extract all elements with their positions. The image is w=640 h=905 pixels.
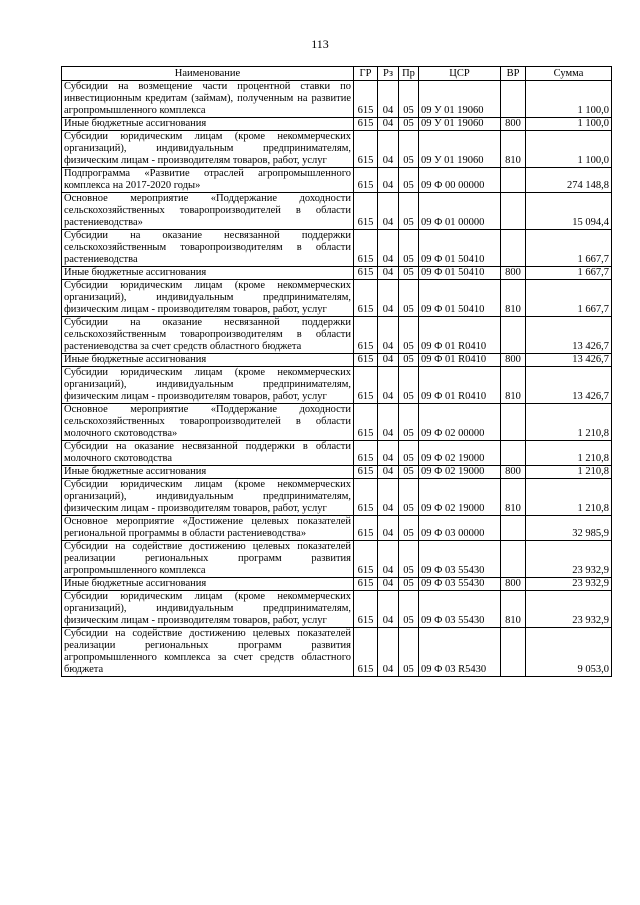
cell-pr: 05	[399, 230, 419, 267]
cell-sum: 1 667,7	[526, 267, 612, 280]
table-row	[62, 441, 612, 466]
cell-name: Субсидии юридическим лицам (кроме некоммерческих организаций), индивидуальным предпринимателям, физическим лицам - производителям товаров, работ, услуг	[62, 131, 354, 168]
cell-sum: 1 100,0	[526, 81, 612, 118]
cell-csr: 09 Ф 02 19000	[419, 441, 501, 466]
cell-name: Иные бюджетные ассигнования	[62, 118, 354, 131]
table-row	[62, 628, 612, 677]
cell-csr: 09 Ф 03 55430	[419, 541, 501, 578]
cell-name: Субсидии на оказание несвязанной поддержки сельскохозяйственным товаропроизводителям в области растениеводства	[62, 230, 354, 267]
cell-name: Иные бюджетные ассигнования	[62, 267, 354, 280]
cell-sum: 23 932,9	[526, 541, 612, 578]
cell-name: Субсидии юридическим лицам (кроме некоммерческих организаций), индивидуальным предпринимателям, физическим лицам - производителям товаров, работ, услуг	[62, 280, 354, 317]
cell-csr: 09 Ф 01 R0410	[419, 317, 501, 354]
cell-csr: 09 Ф 03 55430	[419, 578, 501, 591]
cell-vr: 800	[501, 118, 526, 131]
cell-sum: 9 053,0	[526, 628, 612, 677]
cell-rz: 04	[378, 354, 399, 367]
table-row	[62, 317, 612, 354]
column-header-csr: ЦСР	[419, 67, 501, 81]
cell-gr: 615	[354, 367, 378, 404]
cell-pr: 05	[399, 628, 419, 677]
cell-name: Субсидии юридическим лицам (кроме некоммерческих организаций), индивидуальным предпринимателям, физическим лицам - производителям товаров, работ, услуг	[62, 591, 354, 628]
table-row	[62, 168, 612, 193]
cell-vr: 810	[501, 479, 526, 516]
cell-csr: 09 Ф 03 R5430	[419, 628, 501, 677]
cell-vr: 810	[501, 280, 526, 317]
cell-pr: 05	[399, 466, 419, 479]
cell-rz: 04	[378, 591, 399, 628]
cell-name: Основное мероприятие «Поддержание доходности сельскохозяйственных товаропроизводителей в области молочного скотоводства»	[62, 404, 354, 441]
cell-rz: 04	[378, 367, 399, 404]
cell-name: Основное мероприятие «Поддержание доходности сельскохозяйственных товаропроизводителей в области растениеводства»	[62, 193, 354, 230]
cell-csr: 09 Ф 01 50410	[419, 267, 501, 280]
budget-table	[61, 66, 612, 677]
table-row	[62, 131, 612, 168]
cell-vr	[501, 193, 526, 230]
cell-gr: 615	[354, 628, 378, 677]
table-row	[62, 479, 612, 516]
cell-rz: 04	[378, 441, 399, 466]
cell-csr: 09 Ф 03 00000	[419, 516, 501, 541]
cell-sum: 1 210,8	[526, 466, 612, 479]
cell-gr: 615	[354, 441, 378, 466]
cell-pr: 05	[399, 591, 419, 628]
column-header-rz: Рз	[378, 67, 399, 81]
table-row	[62, 230, 612, 267]
cell-pr: 05	[399, 441, 419, 466]
table-row	[62, 466, 612, 479]
cell-pr: 05	[399, 81, 419, 118]
column-header-pr: Пр	[399, 67, 419, 81]
column-header-vr: ВР	[501, 67, 526, 81]
cell-csr: 09 Ф 02 19000	[419, 466, 501, 479]
cell-csr: 09 Ф 01 R0410	[419, 367, 501, 404]
table-row	[62, 118, 612, 131]
cell-name: Субсидии на содействие достижению целевых показателей реализации региональных программ развития агропромышленного комплекса за счет средств областного бюджета	[62, 628, 354, 677]
cell-pr: 05	[399, 280, 419, 317]
cell-vr	[501, 81, 526, 118]
cell-csr: 09 У 01 19060	[419, 118, 501, 131]
cell-gr: 615	[354, 317, 378, 354]
cell-vr: 810	[501, 591, 526, 628]
cell-rz: 04	[378, 131, 399, 168]
cell-sum: 15 094,4	[526, 193, 612, 230]
cell-vr: 810	[501, 367, 526, 404]
cell-sum: 1 100,0	[526, 131, 612, 168]
cell-rz: 04	[378, 404, 399, 441]
cell-csr: 09 Ф 02 19000	[419, 479, 501, 516]
table-row	[62, 404, 612, 441]
cell-gr: 615	[354, 193, 378, 230]
cell-name: Иные бюджетные ассигнования	[62, 578, 354, 591]
cell-sum: 1 210,8	[526, 404, 612, 441]
table-row	[62, 267, 612, 280]
cell-name: Субсидии юридическим лицам (кроме некоммерческих организаций), индивидуальным предпринимателям, физическим лицам - производителям товаров, работ, услуг	[62, 479, 354, 516]
cell-vr	[501, 541, 526, 578]
cell-rz: 04	[378, 317, 399, 354]
cell-vr: 810	[501, 131, 526, 168]
cell-gr: 615	[354, 354, 378, 367]
table-row	[62, 81, 612, 118]
cell-gr: 615	[354, 591, 378, 628]
cell-vr	[501, 516, 526, 541]
cell-pr: 05	[399, 267, 419, 280]
cell-gr: 615	[354, 267, 378, 280]
cell-rz: 04	[378, 541, 399, 578]
cell-vr	[501, 168, 526, 193]
cell-gr: 615	[354, 168, 378, 193]
table-row	[62, 354, 612, 367]
cell-pr: 05	[399, 193, 419, 230]
cell-pr: 05	[399, 479, 419, 516]
table-row	[62, 193, 612, 230]
cell-vr	[501, 230, 526, 267]
cell-name: Иные бюджетные ассигнования	[62, 354, 354, 367]
cell-vr: 800	[501, 578, 526, 591]
cell-pr: 05	[399, 354, 419, 367]
cell-csr: 09 Ф 01 50410	[419, 230, 501, 267]
cell-sum: 23 932,9	[526, 591, 612, 628]
cell-pr: 05	[399, 367, 419, 404]
cell-name: Иные бюджетные ассигнования	[62, 466, 354, 479]
cell-rz: 04	[378, 193, 399, 230]
cell-gr: 615	[354, 230, 378, 267]
cell-rz: 04	[378, 516, 399, 541]
cell-vr: 800	[501, 466, 526, 479]
page-number: 113	[311, 37, 329, 51]
table-row	[62, 367, 612, 404]
cell-csr: 09 Ф 01 00000	[419, 193, 501, 230]
column-header-sum: Сумма	[526, 67, 612, 81]
cell-rz: 04	[378, 479, 399, 516]
cell-rz: 04	[378, 230, 399, 267]
cell-sum: 32 985,9	[526, 516, 612, 541]
cell-gr: 615	[354, 280, 378, 317]
cell-vr	[501, 628, 526, 677]
table-row	[62, 541, 612, 578]
cell-gr: 615	[354, 479, 378, 516]
table-row	[62, 578, 612, 591]
table-row	[62, 591, 612, 628]
cell-name: Подпрограмма «Развитие отраслей агропромышленного комплекса на 2017-2020 годы»	[62, 168, 354, 193]
cell-gr: 615	[354, 466, 378, 479]
cell-csr: 09 Ф 00 00000	[419, 168, 501, 193]
cell-vr: 800	[501, 267, 526, 280]
cell-rz: 04	[378, 280, 399, 317]
table-row	[62, 516, 612, 541]
cell-gr: 615	[354, 578, 378, 591]
cell-csr: 09 Ф 02 00000	[419, 404, 501, 441]
cell-sum: 274 148,8	[526, 168, 612, 193]
cell-gr: 615	[354, 118, 378, 131]
cell-sum: 1 667,7	[526, 230, 612, 267]
cell-rz: 04	[378, 466, 399, 479]
cell-rz: 04	[378, 628, 399, 677]
cell-gr: 615	[354, 541, 378, 578]
cell-rz: 04	[378, 81, 399, 118]
column-header-name: Наименование	[62, 67, 354, 81]
cell-pr: 05	[399, 516, 419, 541]
cell-rz: 04	[378, 168, 399, 193]
cell-gr: 615	[354, 131, 378, 168]
cell-sum: 1 100,0	[526, 118, 612, 131]
cell-csr: 09 У 01 19060	[419, 131, 501, 168]
cell-vr: 800	[501, 354, 526, 367]
cell-name: Субсидии на содействие достижению целевых показателей реализации региональных программ развития агропромышленного комплекса	[62, 541, 354, 578]
cell-pr: 05	[399, 578, 419, 591]
cell-sum: 23 932,9	[526, 578, 612, 591]
cell-vr	[501, 441, 526, 466]
cell-sum: 1 667,7	[526, 280, 612, 317]
column-header-gr: ГР	[354, 67, 378, 81]
cell-name: Субсидии на оказание несвязанной поддержки в области молочного скотоводства	[62, 441, 354, 466]
cell-name: Субсидии на оказание несвязанной поддержки сельскохозяйственным товаропроизводителям в области растениеводства за счет средств областного бюджета	[62, 317, 354, 354]
cell-csr: 09 Ф 01 R0410	[419, 354, 501, 367]
cell-sum: 13 426,7	[526, 354, 612, 367]
cell-gr: 615	[354, 516, 378, 541]
cell-csr: 09 Ф 01 50410	[419, 280, 501, 317]
cell-vr	[501, 404, 526, 441]
cell-pr: 05	[399, 131, 419, 168]
cell-pr: 05	[399, 541, 419, 578]
cell-rz: 04	[378, 118, 399, 131]
cell-name: Субсидии на возмещение части процентной ставки по инвестиционным кредитам (займам), полученным на развитие агропромышленного комплекса	[62, 81, 354, 118]
cell-rz: 04	[378, 578, 399, 591]
cell-pr: 05	[399, 118, 419, 131]
cell-pr: 05	[399, 404, 419, 441]
cell-vr	[501, 317, 526, 354]
cell-pr: 05	[399, 317, 419, 354]
cell-gr: 615	[354, 404, 378, 441]
table-header-row	[62, 67, 612, 81]
cell-name: Основное мероприятие «Достижение целевых показателей региональной программы в области растениеводства»	[62, 516, 354, 541]
cell-sum: 13 426,7	[526, 367, 612, 404]
cell-csr: 09 Ф 03 55430	[419, 591, 501, 628]
cell-gr: 615	[354, 81, 378, 118]
cell-sum: 1 210,8	[526, 479, 612, 516]
cell-sum: 1 210,8	[526, 441, 612, 466]
cell-rz: 04	[378, 267, 399, 280]
cell-name: Субсидии юридическим лицам (кроме некоммерческих организаций), индивидуальным предпринимателям, физическим лицам - производителям товаров, работ, услуг	[62, 367, 354, 404]
table-row	[62, 280, 612, 317]
table-body	[62, 81, 612, 677]
cell-sum: 13 426,7	[526, 317, 612, 354]
cell-pr: 05	[399, 168, 419, 193]
cell-csr: 09 У 01 19060	[419, 81, 501, 118]
